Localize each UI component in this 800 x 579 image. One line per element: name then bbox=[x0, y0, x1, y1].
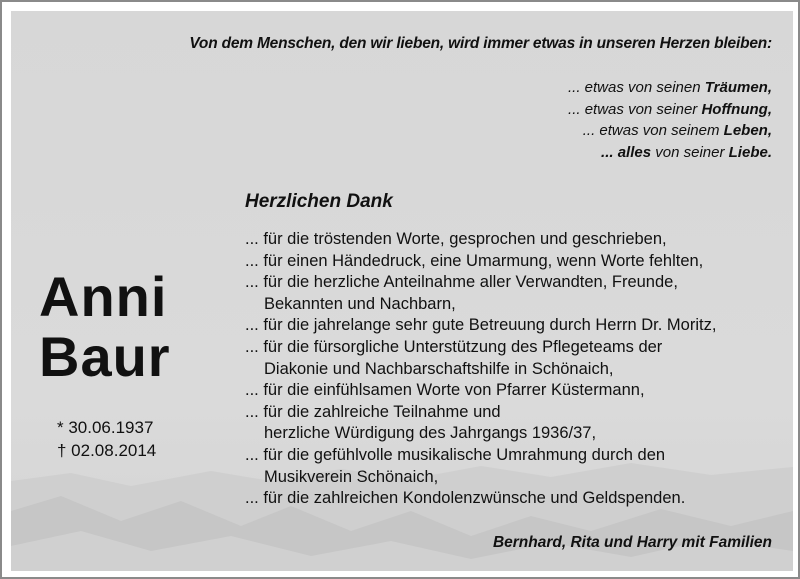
verses bbox=[568, 77, 772, 163]
thanks-line: ... für die einfühlsamen Worte von Pfarrer Küstermann, bbox=[245, 381, 645, 400]
verse-line bbox=[568, 120, 772, 142]
verse-bold: ... alles bbox=[601, 143, 652, 161]
thanks-line: ... für die jahrelange sehr gute Betreuung durch Herrn Dr. Moritz, bbox=[245, 316, 717, 335]
first-name: Anni bbox=[39, 265, 168, 328]
thanks-line: Musikverein Schönaich, bbox=[264, 467, 439, 486]
life-dates bbox=[57, 416, 156, 462]
last-name: Baur bbox=[39, 325, 171, 388]
thanks-line: ... für die tröstenden Worte, gesprochen und geschrieben, bbox=[245, 230, 667, 248]
thanks-line: ... für die gefühlvolle musikalische Umrahmung durch den bbox=[245, 445, 666, 464]
notice-panel bbox=[11, 11, 793, 571]
death-date: † 02.08.2014 bbox=[57, 441, 157, 460]
thanks-title: Herzlichen Dank bbox=[245, 191, 393, 212]
thanks-line: herzliche Würdigung des Jahrgangs 1936/37, bbox=[264, 424, 597, 443]
verse-bold: Träumen, bbox=[704, 79, 772, 96]
verse-text: ... etwas von seiner bbox=[568, 100, 702, 118]
thanks-line: Diakonie und Nachbarschaftshilfe in Schönaich, bbox=[264, 359, 614, 378]
verse-text: ... etwas von seinem bbox=[582, 122, 724, 139]
signature: Bernhard, Rita und Harry mit Familien bbox=[492, 534, 772, 551]
thanks-line: ... für die zahlreiche Teilnahme und bbox=[245, 402, 501, 421]
verse-line bbox=[568, 142, 772, 164]
verse-line bbox=[568, 99, 772, 121]
thanks-line: ... für die fürsorgliche Unterstützung des Pflegeteams der bbox=[245, 337, 663, 356]
verse-text: ... etwas von seinen bbox=[568, 79, 705, 96]
thanks-line: ... für einen Händedruck, eine Umarmung, wenn Worte fehlten, bbox=[245, 251, 704, 270]
thanks-line: ... für die herzliche Anteilnahme aller Verwandten, Freunde, bbox=[245, 273, 678, 292]
verse-bold: Leben, bbox=[723, 122, 772, 139]
verse-bold: Hoffnung, bbox=[701, 100, 772, 118]
verse-text: von seiner bbox=[651, 143, 729, 161]
birth-date: * 30.06.1937 bbox=[57, 418, 154, 437]
thanks-line: Bekannten und Nachbarn, bbox=[264, 294, 456, 313]
verse-line bbox=[568, 77, 772, 99]
deceased-name bbox=[39, 267, 171, 387]
motto-heading: Von dem Menschen, den wir lieben, wird immer etwas in unseren Herzen bleiben: bbox=[189, 35, 772, 52]
thanks-list bbox=[245, 229, 716, 510]
verse-bold: Liebe. bbox=[728, 143, 772, 161]
thanks-line: ... für die zahlreichen Kondolenzwünsche und Geldspenden. bbox=[245, 489, 686, 508]
